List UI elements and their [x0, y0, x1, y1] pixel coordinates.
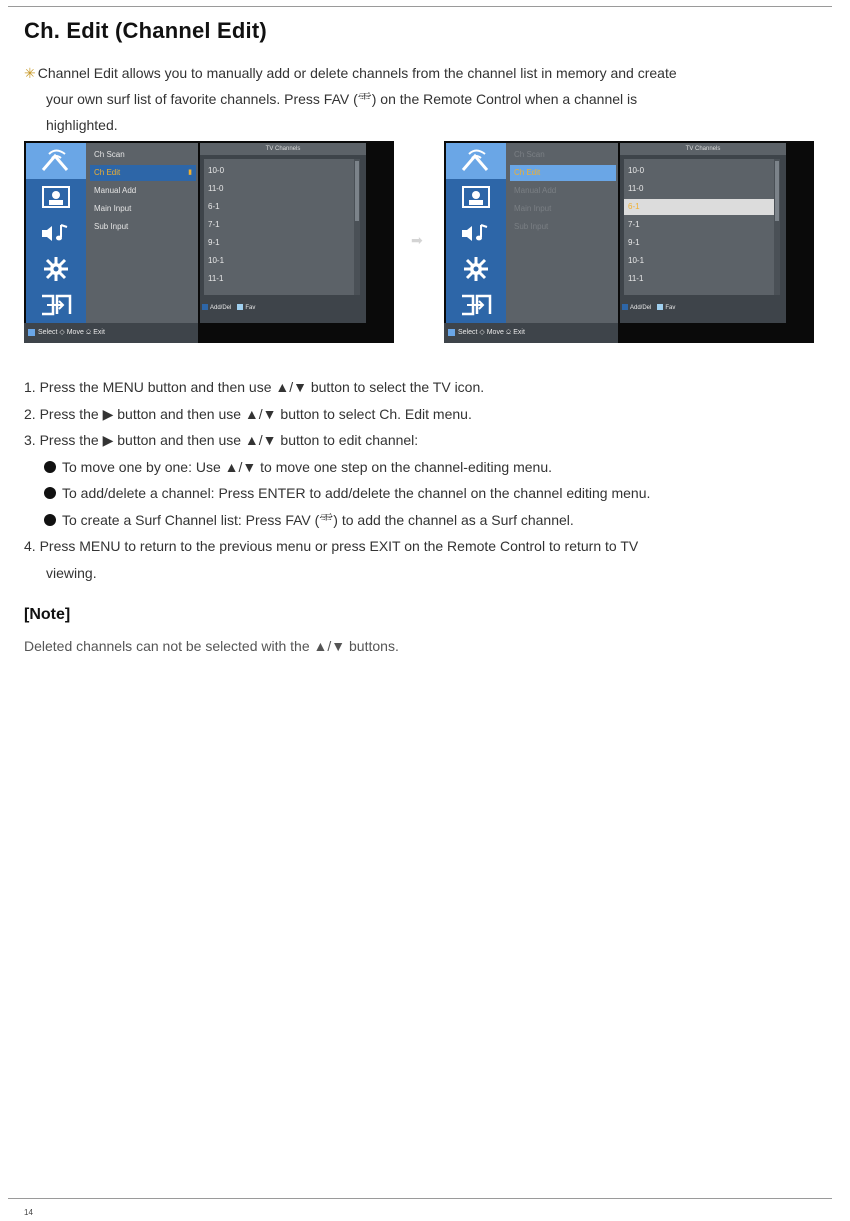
fav-key-icon — [237, 304, 243, 310]
tv-antenna-icon — [26, 143, 86, 179]
settings-gear-icon — [446, 251, 506, 287]
blue-key-icon — [622, 304, 628, 310]
bullet-item — [24, 507, 824, 534]
step-3: 3. Press the ▶ button and then use ▲/▼ button to edit channel: — [24, 432, 419, 448]
page-number: 14 — [24, 1208, 33, 1217]
bullet-text: To add/delete a channel: Press ENTER to add/delete the channel on the channel editing menu. — [62, 485, 651, 501]
sound-icon — [26, 215, 86, 251]
channel-row[interactable]: 9-1 — [628, 238, 640, 247]
sound-icon — [446, 215, 506, 251]
intro-line-2: your own surf list of favorite channels. Press FAV (⻗) on the Remote Control when a channel is — [46, 91, 638, 107]
step-4-continued: viewing. — [46, 564, 97, 581]
channel-row[interactable]: 9-1 — [208, 238, 220, 247]
right-arrow-icon: ➡ — [411, 232, 423, 248]
menu-item-manual-add[interactable]: Manual Add — [514, 186, 557, 195]
menu-item-manual-add[interactable]: Manual Add — [94, 186, 137, 195]
channel-row[interactable]: 11-1 — [628, 274, 644, 283]
channel-row[interactable]: 6-1 — [208, 202, 220, 211]
menu-item-ch-scan[interactable]: Ch Scan — [514, 150, 545, 159]
tv-antenna-icon — [446, 143, 506, 179]
footer-fav-label: Fav — [245, 305, 256, 311]
scrollbar-thumb[interactable] — [775, 161, 779, 221]
channel-row[interactable]: 11-1 — [208, 274, 224, 283]
chevron-right-icon: ▮ — [188, 169, 192, 176]
channel-row[interactable]: 10-0 — [628, 166, 645, 175]
step-2: 2. Press the ▶ button and then use ▲/▼ button to select Ch. Edit menu. — [24, 405, 472, 422]
bottom-divider — [8, 1198, 832, 1199]
panel-header: TV Channels — [200, 143, 366, 155]
menu-item-main-input[interactable]: Main Input — [514, 204, 552, 213]
channel-submenu — [506, 143, 618, 323]
settings-gear-icon — [26, 251, 86, 287]
footer-add-label: Add/Del — [630, 305, 652, 311]
channel-row[interactable]: 11-0 — [208, 184, 224, 193]
menu-item-ch-edit[interactable] — [90, 165, 196, 181]
bullet-text: To move one by one: Use ▲/▼ to move one step on the channel-editing menu. — [62, 458, 552, 475]
panel-header: TV Channels — [620, 143, 786, 155]
scrollbar[interactable] — [774, 159, 780, 295]
bullet-icon — [44, 487, 56, 499]
status-text: Select ◇ Move ⎐ Exit — [458, 329, 525, 336]
instruction-steps — [24, 374, 824, 586]
channel-list — [204, 159, 354, 295]
bullet-text: To create a Surf Channel list: Press FAV (⻗) to add the channel as a Surf channel. — [62, 511, 574, 528]
footer-add-label: Add/Del — [210, 305, 232, 311]
footer-fav-label: Fav — [665, 305, 676, 311]
scrollbar[interactable] — [354, 159, 360, 295]
menu-item-main-input[interactable]: Main Input — [94, 204, 132, 213]
step-1: 1. Press the MENU button and then use ▲/▼ button to select the TV icon. — [24, 379, 485, 395]
channel-row[interactable]: 10-0 — [208, 166, 225, 175]
blue-key-icon — [202, 304, 208, 310]
channel-row[interactable]: 10-1 — [208, 256, 225, 265]
channel-list — [624, 159, 774, 295]
osd-icon-column — [446, 143, 506, 323]
sparkle-icon: ✳ — [24, 65, 36, 81]
fav-key-icon — [657, 304, 663, 310]
input-source-icon — [26, 287, 86, 323]
tv-channels-panel — [620, 143, 786, 323]
screen-edge — [366, 143, 392, 323]
picture-icon — [26, 179, 86, 215]
tv-channels-panel — [200, 143, 366, 323]
top-divider — [8, 6, 832, 7]
note-heading: [Note] — [24, 606, 71, 623]
intro-line-3: highlighted. — [46, 117, 118, 133]
status-text: Select ◇ Move ⎐ Exit — [38, 329, 105, 336]
input-source-icon — [446, 287, 506, 323]
select-key-icon — [448, 329, 455, 336]
channel-row[interactable]: 10-1 — [628, 256, 645, 265]
menu-item-sub-input[interactable]: Sub Input — [94, 222, 129, 231]
osd-screenshot-before — [24, 141, 394, 343]
channel-row-highlighted[interactable]: 6-1 — [624, 199, 774, 215]
bullet-item — [24, 454, 824, 481]
channel-row[interactable]: 11-0 — [628, 184, 644, 193]
menu-item-ch-scan[interactable]: Ch Scan — [94, 150, 125, 159]
bullet-icon — [44, 461, 56, 473]
channel-row[interactable]: 7-1 — [628, 220, 640, 229]
channel-submenu — [86, 143, 198, 323]
osd-icon-column — [26, 143, 86, 323]
select-key-icon — [28, 329, 35, 336]
channel-row[interactable]: 7-1 — [208, 220, 220, 229]
osd-status-bar — [24, 323, 198, 343]
picture-icon — [446, 179, 506, 215]
bullet-item — [24, 480, 824, 507]
intro-paragraph — [24, 60, 814, 138]
scrollbar-thumb[interactable] — [355, 161, 359, 221]
menu-item-ch-edit[interactable]: Ch Edit — [510, 165, 616, 181]
screen-edge — [786, 143, 812, 323]
intro-line-1: Channel Edit allows you to manually add or delete channels from the channel list in memory and create — [37, 65, 677, 81]
osd-screenshot-after — [444, 141, 814, 343]
menu-item-sub-input[interactable]: Sub Input — [514, 222, 549, 231]
bullet-icon — [44, 514, 56, 526]
page-title: Ch. Edit (Channel Edit) — [24, 18, 267, 43]
panel-footer — [622, 303, 675, 313]
step-4: 4. Press MENU to return to the previous menu or press EXIT on the Remote Control to return to TV — [24, 538, 639, 554]
menu-item-label: Ch Edit — [94, 168, 121, 177]
panel-footer — [202, 303, 255, 313]
osd-status-bar — [444, 323, 618, 343]
note-text: Deleted channels can not be selected with the ▲/▼ buttons. — [24, 638, 399, 654]
